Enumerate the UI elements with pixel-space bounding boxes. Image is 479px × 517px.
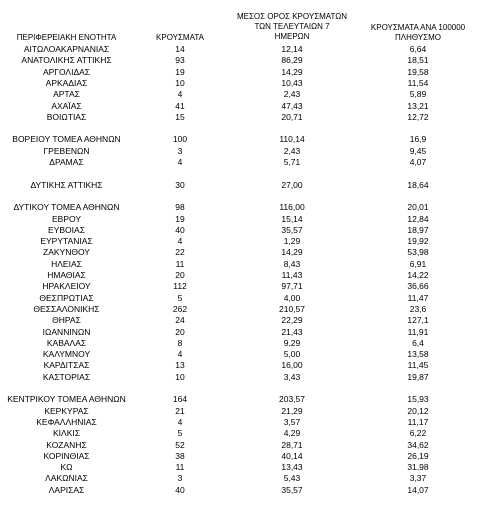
cases-cell: 40 xyxy=(175,484,185,495)
per-100000-cell: 53,98 xyxy=(407,247,429,258)
avg-7-days-cell: 10,43 xyxy=(281,77,303,88)
avg-7-days-cell: 35,57 xyxy=(281,484,303,495)
cases-cell: 4 xyxy=(177,236,183,247)
per-100000-cell: 127,1 xyxy=(407,315,429,326)
avg-7-days-cell: 20,71 xyxy=(281,111,303,122)
cases-cell: 11 xyxy=(175,462,185,473)
avg-7-days-cell: 21,29 xyxy=(281,405,303,416)
per-100000-cell: 20,01 xyxy=(407,202,429,213)
region-cell: ΚΕΡΚΥΡΑΣ xyxy=(44,405,89,416)
per-100000-cell: 6,4 xyxy=(412,337,424,348)
avg-7-days-cell: 2,43 xyxy=(283,89,301,100)
avg-7-days-cell: 11,43 xyxy=(281,270,303,280)
avg-7-days-cell: 110,14 xyxy=(279,134,305,145)
avg-7-days-cell: 3,43 xyxy=(283,371,301,382)
per-100000-cell: 11,45 xyxy=(407,360,429,371)
per-100000-cell: 34,62 xyxy=(407,439,429,450)
header-region: ΠΕΡΙΦΕΡΕΙΑΚΗ ΕΝΟΤΗΤΑ xyxy=(16,33,117,42)
header-avg-7-days: ΜΕΣΟΣ ΟΡΟΣ ΚΡΟΥΣΜΑΤΩΝ ΤΩΝ ΤΕΛΕΥΤΑΙΩΝ 7 ΗΜΕΡΩΝ xyxy=(236,12,348,41)
cases-cell: 10 xyxy=(175,77,185,88)
cases-cell: 38 xyxy=(175,450,185,461)
region-cell: ΚΑΡΔΙΤΣΑΣ xyxy=(43,360,90,371)
region-cell: ΖΑΚΥΝΘΟΥ xyxy=(43,247,90,258)
avg-7-days-cell: 28,71 xyxy=(281,439,303,450)
avg-7-days-cell: 2,43 xyxy=(283,145,301,156)
per-100000-cell: 12,72 xyxy=(407,111,429,122)
avg-7-days-cell: 210,57 xyxy=(279,303,305,314)
per-100000-cell: 14,07 xyxy=(407,484,429,495)
cases-cell: 4 xyxy=(177,157,183,167)
region-cell: ΗΡΑΚΛΕΙΟΥ xyxy=(42,281,91,292)
region-cell: ΚΕΦΑΛΛΗΝΙΑΣ xyxy=(36,416,97,427)
per-100000-cell: 18,64 xyxy=(407,179,429,190)
region-cell: ΕΒΡΟΥ xyxy=(51,213,81,224)
avg-7-days-cell: 1,29 xyxy=(283,236,301,247)
avg-7-days-cell: 86,29 xyxy=(281,55,303,66)
region-cell: ΗΜΑΘΙΑΣ xyxy=(47,270,86,280)
cases-cell: 24 xyxy=(175,315,185,326)
per-100000-cell: 3,37 xyxy=(409,473,427,484)
per-100000-cell: 26,19 xyxy=(407,450,429,461)
per-100000-cell: 12,84 xyxy=(407,213,429,224)
cases-cell: 112 xyxy=(173,281,187,292)
per-100000-cell: 16,9 xyxy=(409,134,427,145)
region-cell: ΚΕΝΤΡΙΚΟΥ ΤΟΜΕΑ ΑΘΗΝΩΝ xyxy=(7,394,126,405)
avg-7-days-cell: 4,00 xyxy=(283,292,301,303)
per-100000-cell: 19,58 xyxy=(407,66,429,77)
avg-7-days-cell: 203,57 xyxy=(279,394,305,405)
avg-7-days-cell: 5,71 xyxy=(283,157,301,167)
region-cell: ΔΥΤΙΚΗΣ ΑΤΤΙΚΗΣ xyxy=(30,179,103,190)
per-100000-cell: 20,12 xyxy=(407,405,429,416)
per-100000-cell: 11,91 xyxy=(407,326,429,337)
avg-7-days-cell: 116,00 xyxy=(279,202,305,213)
header-cases: ΚΡΟΥΣΜΑΤΑ xyxy=(156,33,204,42)
cases-cell: 164 xyxy=(172,394,188,405)
per-100000-cell: 11,17 xyxy=(407,416,429,427)
cases-cell: 52 xyxy=(175,439,185,450)
avg-7-days-cell: 4,29 xyxy=(283,428,301,439)
avg-7-days-cell: 9,29 xyxy=(283,337,301,348)
cases-cell: 262 xyxy=(172,303,188,314)
region-cell: ΚΑΣΤΟΡΙΑΣ xyxy=(42,371,91,382)
cases-cell: 4 xyxy=(177,89,183,100)
cases-cell: 98 xyxy=(175,202,185,213)
per-100000-cell: 6,64 xyxy=(409,44,427,54)
region-cell: ΒΟΡΕΙΟΥ ΤΟΜΕΑ ΑΘΗΝΩΝ xyxy=(12,134,121,145)
cases-cell: 93 xyxy=(175,55,185,66)
cases-cell: 20 xyxy=(175,326,185,337)
cases-cell: 41 xyxy=(175,100,185,111)
cases-cell: 15 xyxy=(175,111,185,122)
region-cell: ΛΑΡΙΣΑΣ xyxy=(48,484,85,495)
cases-cell: 22 xyxy=(175,247,185,258)
region-cell: ΑΧΑΪΑΣ xyxy=(51,100,82,111)
avg-7-days-cell: 3,57 xyxy=(283,416,301,427)
cases-cell: 30 xyxy=(175,179,185,190)
cases-cell: 19 xyxy=(175,66,185,77)
per-100000-cell: 4,07 xyxy=(409,157,427,167)
region-cell: ΚΟΡΙΝΘΙΑΣ xyxy=(43,450,90,461)
per-100000-cell: 14,22 xyxy=(407,270,429,280)
avg-7-days-cell: 12,14 xyxy=(281,44,303,54)
region-cell: ΚΩ xyxy=(60,462,73,473)
cases-cell: 40 xyxy=(175,224,185,235)
per-100000-cell: 13,21 xyxy=(407,100,429,111)
region-cell: ΕΥΒΟΙΑΣ xyxy=(48,224,85,235)
avg-7-days-cell: 5,00 xyxy=(283,349,301,360)
region-cell: ΑΝΑΤΟΛΙΚΗΣ ΑΤΤΙΚΗΣ xyxy=(21,55,112,66)
cases-cell: 20 xyxy=(175,270,185,280)
cases-cell: 14 xyxy=(175,44,185,54)
avg-7-days-cell: 21,43 xyxy=(281,326,303,337)
cases-cell: 10 xyxy=(175,371,185,382)
per-100000-cell: 18,97 xyxy=(407,224,429,235)
per-100000-cell: 23,6 xyxy=(409,303,427,314)
region-cell: ΙΩΑΝΝΙΝΩΝ xyxy=(42,326,91,337)
per-100000-cell: 5,89 xyxy=(409,89,427,100)
region-cell: ΚΑΛΥΜΝΟΥ xyxy=(42,349,91,360)
per-100000-cell: 15,93 xyxy=(407,394,429,405)
cases-cell: 5 xyxy=(177,428,183,439)
cases-cell: 5 xyxy=(177,292,183,303)
region-cell: ΔΥΤΙΚΟΥ ΤΟΜΕΑ ΑΘΗΝΩΝ xyxy=(13,202,120,213)
avg-7-days-cell: 35,57 xyxy=(281,224,303,235)
avg-7-days-cell: 22,29 xyxy=(281,315,303,326)
cases-cell: 13 xyxy=(175,360,185,371)
region-cell: ΚΙΛΚΙΣ xyxy=(53,428,80,439)
region-cell: ΚΟΖΑΝΗΣ xyxy=(46,439,87,450)
avg-7-days-cell: 5,43 xyxy=(283,473,301,484)
region-cell: ΘΗΡΑΣ xyxy=(52,315,81,326)
per-100000-cell: 6,91 xyxy=(409,258,427,269)
region-cell: ΗΛΕΙΑΣ xyxy=(51,258,82,269)
region-cell: ΘΕΣΣΑΛΟΝΙΚΗΣ xyxy=(33,303,100,314)
region-cell: ΑΡΤΑΣ xyxy=(53,89,80,100)
avg-7-days-cell: 14,29 xyxy=(281,247,303,258)
per-100000-cell: 19,87 xyxy=(407,371,429,382)
per-100000-cell: 13,58 xyxy=(407,349,429,360)
region-cell: ΑΡΓΟΛΙΔΑΣ xyxy=(42,66,91,77)
header-per-100000: ΚΡΟΥΣΜΑΤΑ ΑΝΑ 100000 ΠΛΗΘΥΣΜΟ xyxy=(370,23,466,42)
cases-cell: 19 xyxy=(175,213,185,224)
avg-7-days-cell: 15,14 xyxy=(281,213,303,224)
region-cell: ΒΟΙΩΤΙΑΣ xyxy=(46,111,87,122)
avg-7-days-cell: 47,43 xyxy=(281,100,303,111)
cases-cell: 11 xyxy=(175,258,185,269)
per-100000-cell: 18,51 xyxy=(407,55,429,66)
cases-cell: 4 xyxy=(177,416,183,427)
per-100000-cell: 19,92 xyxy=(407,236,429,247)
region-cell: ΑΙΤΩΛΟΑΚΑΡΝΑΝΙΑΣ xyxy=(23,44,110,54)
cases-cell: 100 xyxy=(172,134,188,145)
cases-cell: 8 xyxy=(177,337,183,348)
cases-cell: 3 xyxy=(177,473,183,484)
region-cell: ΚΑΒΑΛΑΣ xyxy=(46,337,87,348)
avg-7-days-cell: 14,29 xyxy=(281,66,303,77)
per-100000-cell: 36,66 xyxy=(407,281,429,292)
region-cell: ΛΑΚΩΝΙΑΣ xyxy=(45,473,88,484)
region-cell: ΘΕΣΠΡΩΤΙΑΣ xyxy=(39,292,94,303)
avg-7-days-cell: 13,43 xyxy=(281,462,303,473)
region-cell: ΓΡΕΒΕΝΩΝ xyxy=(43,145,90,156)
region-cell: ΔΡΑΜΑΣ xyxy=(49,157,84,167)
per-100000-cell: 9,45 xyxy=(409,145,427,156)
region-cell: ΕΥΡΥΤΑΝΙΑΣ xyxy=(40,236,93,247)
cases-cell: 21 xyxy=(175,405,185,416)
avg-7-days-cell: 16,00 xyxy=(281,360,303,371)
avg-7-days-cell: 27,00 xyxy=(281,179,303,190)
cases-cell: 4 xyxy=(177,349,183,360)
cases-cell: 3 xyxy=(177,145,183,156)
per-100000-cell: 11,47 xyxy=(407,292,429,303)
region-cell: ΑΡΚΑΔΙΑΣ xyxy=(45,77,88,88)
per-100000-cell: 6,22 xyxy=(409,428,427,439)
avg-7-days-cell: 40,14 xyxy=(281,450,303,461)
avg-7-days-cell: 97,71 xyxy=(281,281,303,292)
per-100000-cell: 11,54 xyxy=(407,77,429,88)
per-100000-cell: 31,98 xyxy=(407,462,429,473)
avg-7-days-cell: 8,43 xyxy=(283,258,301,269)
